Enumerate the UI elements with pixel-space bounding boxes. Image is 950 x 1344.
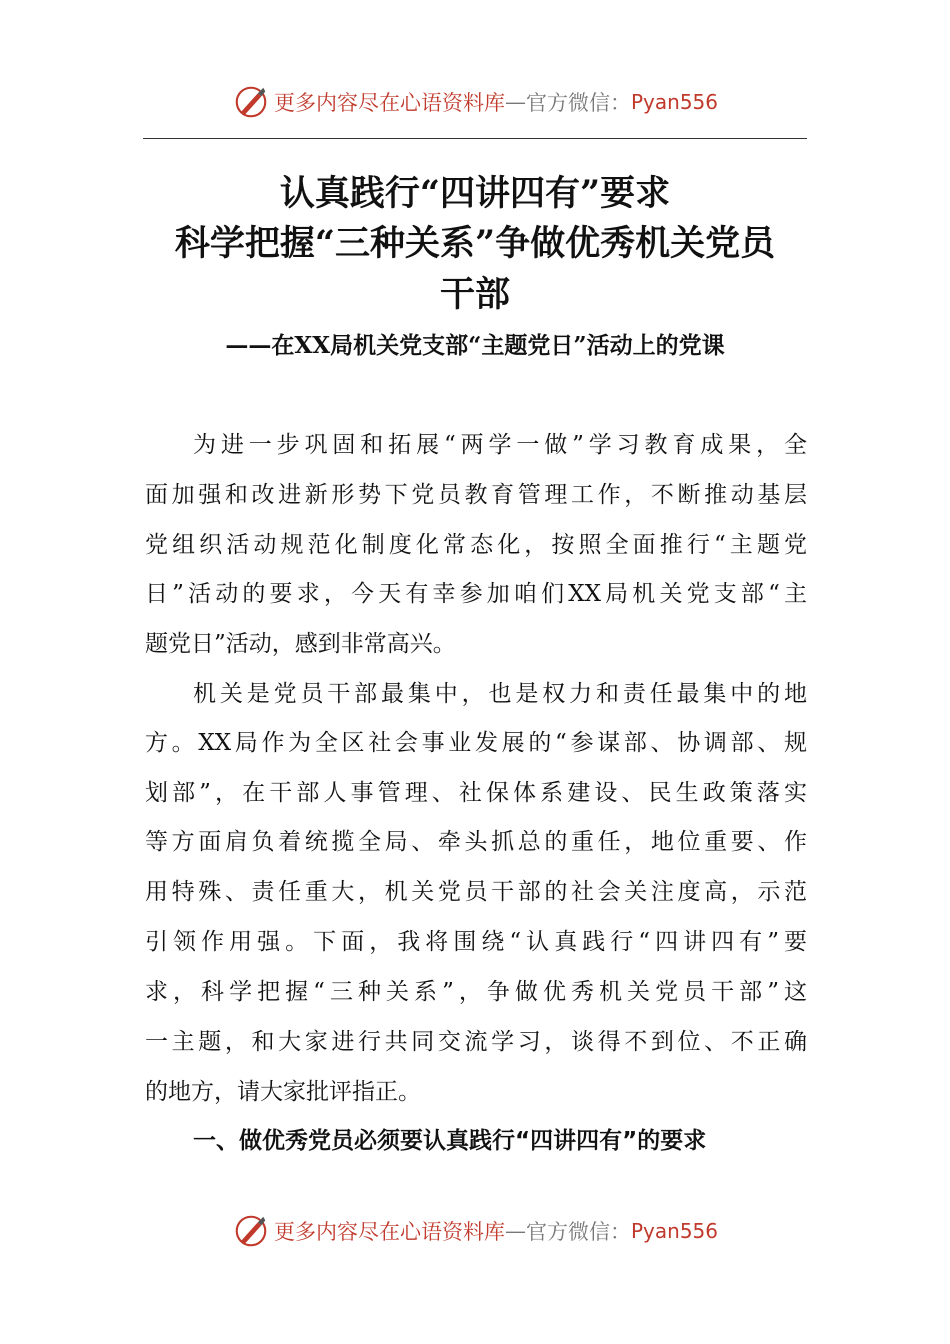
paragraph-2-line: 方。XX局作为全区社会事业发展的“参谋部、协调部、规 bbox=[145, 730, 807, 756]
pen-circle-logo-icon bbox=[232, 83, 270, 121]
watermark-id: Pyan556 bbox=[630, 1219, 718, 1243]
watermark-dash: — bbox=[504, 90, 526, 114]
paragraph-1-line: 题党日”活动，感到非常高兴。 bbox=[145, 631, 456, 657]
watermark-label: 官方微信： bbox=[525, 91, 631, 115]
title-line-3: 干部 bbox=[439, 274, 510, 315]
paragraph-2-line: 引领作用强。下面，我将围绕“认真践行“四讲四有”要 bbox=[145, 929, 807, 955]
watermark-text: 更多内容尽在心语资料库 bbox=[273, 91, 505, 115]
header-watermark bbox=[0, 82, 950, 122]
subtitle: ——在XX局机关党支部“主题党日”活动上的党课 bbox=[225, 332, 725, 359]
watermark-label: 官方微信： bbox=[525, 1220, 631, 1244]
paragraph-2-line: 求，科学把握“三种关系”，争做优秀机关党员干部”这 bbox=[145, 979, 807, 1005]
paragraph-1-line: 党组织活动规范化制度化常态化，按照全面推行“主题党 bbox=[145, 532, 807, 558]
footer-watermark bbox=[0, 1211, 950, 1251]
paragraph-2-line: 机关是党员干部最集中，也是权力和责任最集中的地 bbox=[193, 681, 807, 707]
paragraph-2-line: 用特殊、责任重大，机关党员干部的社会关注度高，示范 bbox=[145, 879, 807, 905]
section-heading: 一、做优秀党员必须要认真践行“四讲四有”的要求 bbox=[193, 1128, 707, 1154]
header-divider bbox=[143, 138, 807, 139]
paragraph-1-line: 为进一步巩固和拓展“两学一做”学习教育成果，全 bbox=[193, 432, 807, 458]
watermark-id: Pyan556 bbox=[630, 90, 718, 114]
watermark-dash: — bbox=[504, 1219, 526, 1243]
pen-circle-logo-icon bbox=[232, 1212, 270, 1250]
paragraph-1-line: 日”活动的要求，今天有幸参加咱们XX局机关党支部“主 bbox=[145, 581, 807, 607]
title-line-1: 认真践行“四讲四有”要求 bbox=[279, 173, 671, 214]
title-line-2: 科学把握“三种关系”争做优秀机关党员 bbox=[174, 223, 776, 264]
watermark-text: 更多内容尽在心语资料库 bbox=[273, 1220, 505, 1244]
paragraph-1-line: 面加强和改进新形势下党员教育管理工作，不断推动基层 bbox=[145, 482, 807, 508]
paragraph-2-line: 一主题，和大家进行共同交流学习，谈得不到位、不正确 bbox=[145, 1029, 807, 1055]
paragraph-2-line: 划部”，在干部人事管理、社保体系建设、民生政策落实 bbox=[145, 780, 807, 806]
paragraph-2-line: 的地方，请大家批评指正。 bbox=[145, 1079, 421, 1105]
paragraph-2-line: 等方面肩负着统揽全局、牵头抓总的重任，地位重要、作 bbox=[145, 829, 807, 855]
